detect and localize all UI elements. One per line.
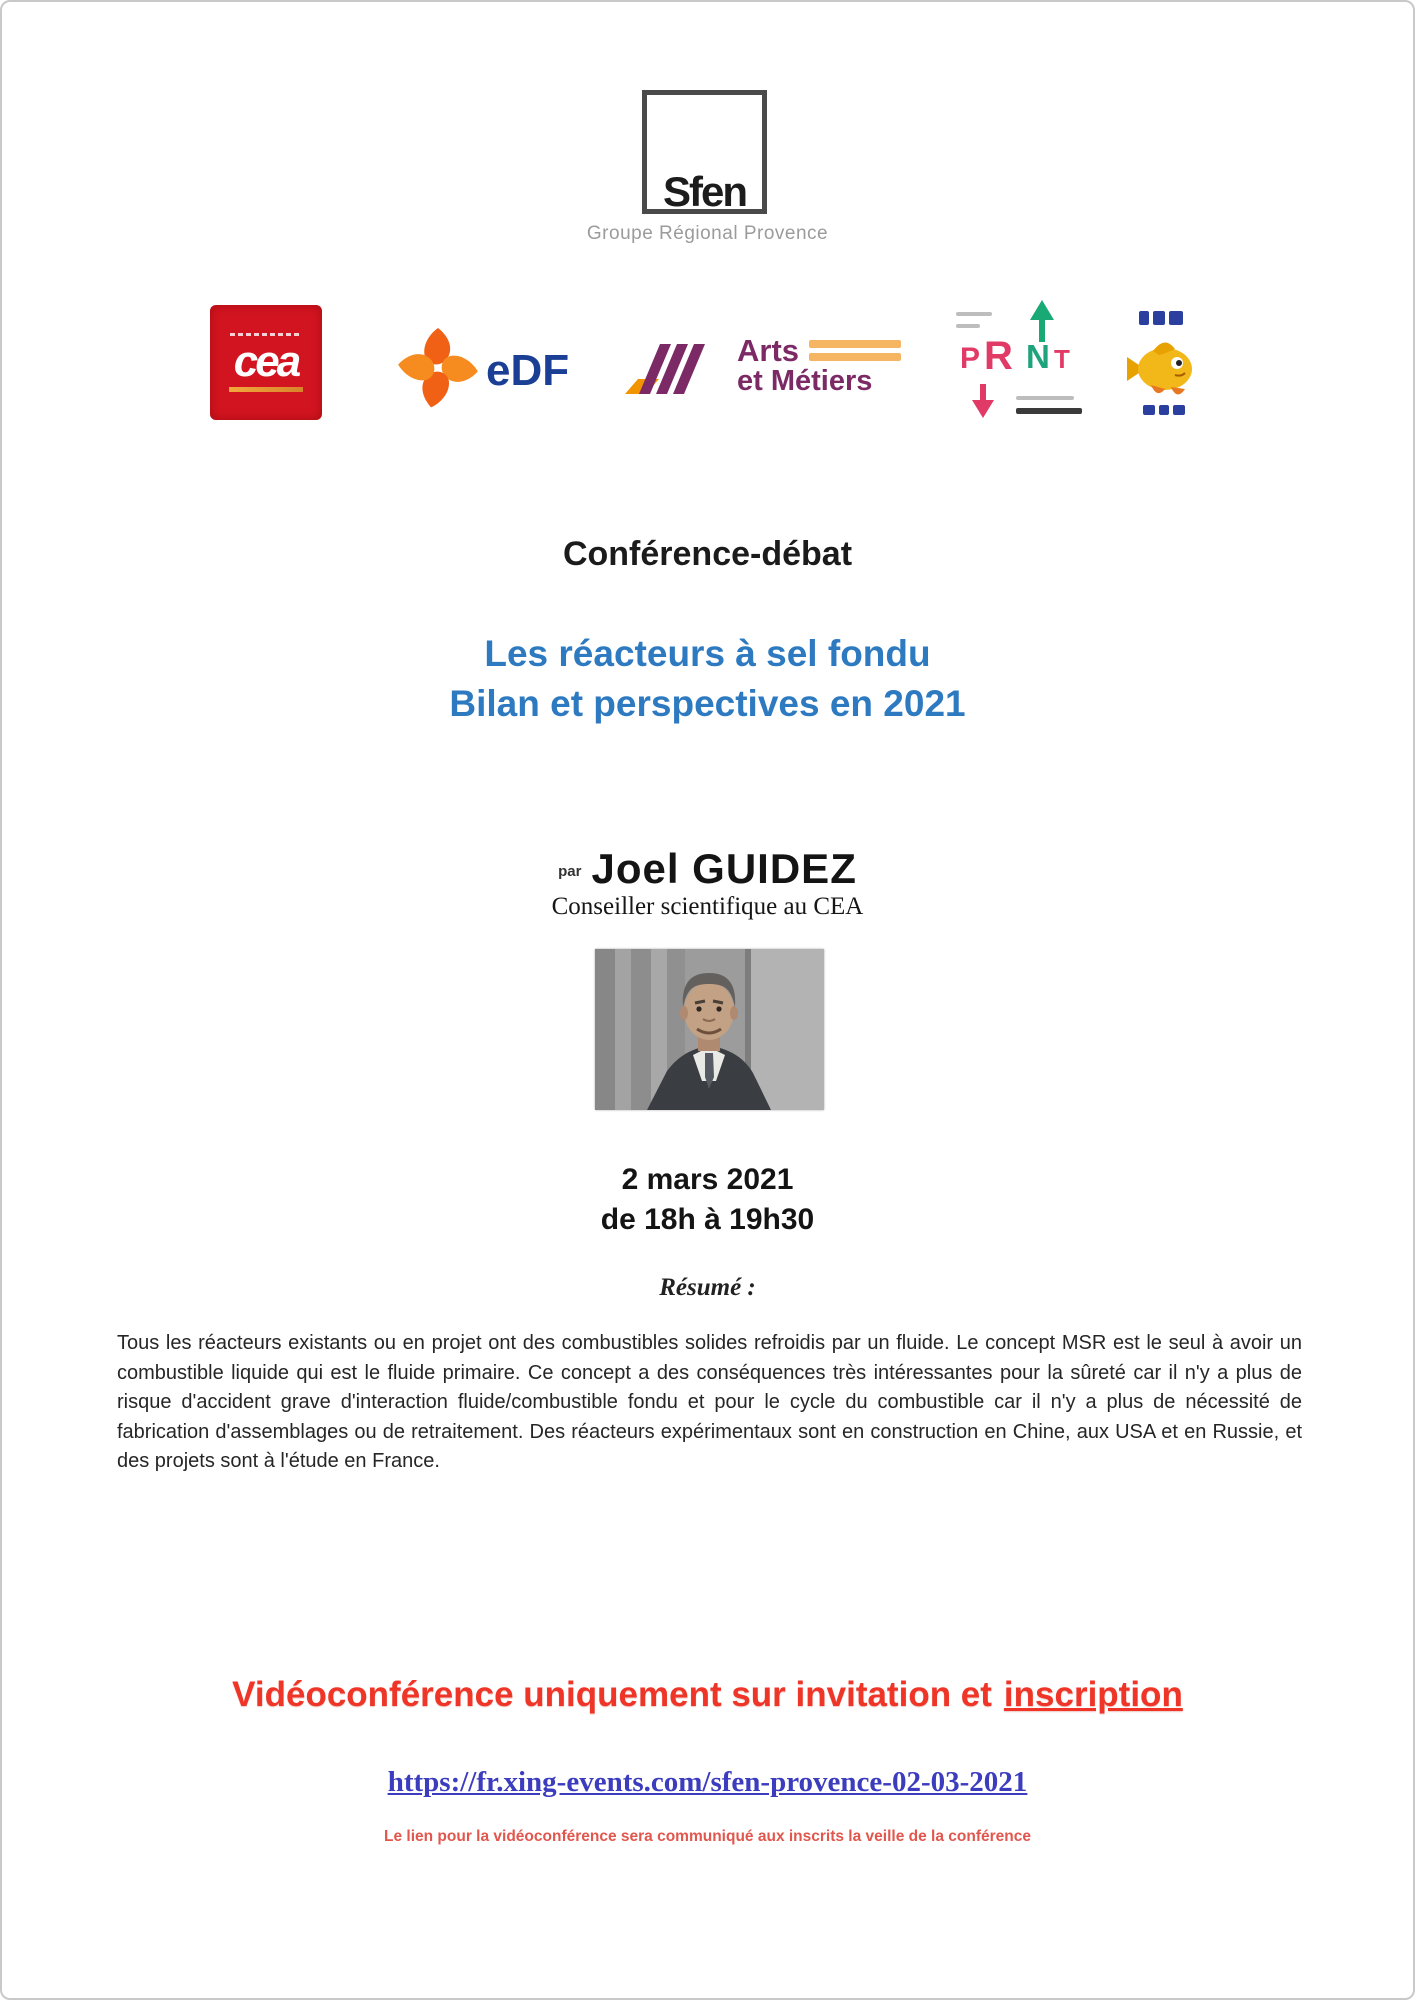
registration-footnote: Le lien pour la vidéoconférence sera communiqué aux inscrits la veille de la conférence xyxy=(384,1828,1031,1845)
print-letter-n: N xyxy=(1026,338,1050,375)
speaker-role: Conseiller scientifique au CEA xyxy=(551,893,864,920)
print-letter-t: T xyxy=(1054,344,1070,374)
print-logo-caption-line xyxy=(956,312,992,316)
print-logo-caption-line xyxy=(1016,408,1082,414)
cea-underline-bar xyxy=(229,387,303,392)
speaker-name: Joel GUIDEZ xyxy=(591,845,857,892)
arts-et-metiers-logo xyxy=(625,333,901,401)
print-letter-r: R xyxy=(984,334,1013,378)
cea-logo xyxy=(210,305,322,420)
print-up-arrow-icon xyxy=(1030,300,1054,320)
fish-icon xyxy=(1127,342,1192,394)
event-title xyxy=(2,629,1413,729)
registration-inscription-link[interactable]: inscription xyxy=(1003,1675,1183,1714)
event-date: 2 mars 2021 xyxy=(621,1163,794,1196)
cea-logo-text: cea xyxy=(233,336,299,386)
registration-notice-text: Vidéoconférence uniquement sur invitation et xyxy=(232,1675,992,1714)
cea-caption-line xyxy=(230,333,302,336)
speaker-prefix: par xyxy=(558,863,582,880)
edf-logo-text: eDF xyxy=(486,345,570,395)
event-time: de 18h à 19h30 xyxy=(600,1203,815,1236)
arts-et-metiers-line2: et Métiers xyxy=(737,365,873,398)
speaker-photo xyxy=(595,949,824,1110)
sfen-subtitle: Groupe Régional Provence xyxy=(586,223,829,244)
speaker-byline xyxy=(2,845,1413,893)
arts-et-metiers-mark-icon xyxy=(625,336,725,401)
event-title-line2: Bilan et perspectives en 2021 xyxy=(449,683,966,724)
registration-url-link[interactable]: https://fr.xing-events.com/sfen-provence-02-03-2021 xyxy=(387,1766,1028,1798)
print-logo-caption-line xyxy=(956,324,980,328)
print-festival-logo xyxy=(952,300,1092,440)
summary-label: Résumé : xyxy=(659,1274,756,1301)
arts-et-metiers-line1: Arts xyxy=(737,333,800,368)
event-when xyxy=(2,1160,1413,1240)
arts-et-metiers-text xyxy=(737,333,901,398)
summary-text: Tous les réacteurs existants ou en projet ont des combustibles solides refroidis par un fluide. Le concept MSR est le seul à avoir un combustible liquide qui est le fluide primaire. Ce concept a des conséquences très intéressantes pour la sûreté car il n'y a plus de risque d'accident grave d'interaction fluide/combustible fondu et pour le cycle du combustible car il n'y a plus de nécessité de fabrication d'assemblages ou de retraitement. Des réacteurs expérimentaux sont en construction en Chine, aux USA et en Russie, et des projets sont à l'étude en France. xyxy=(117,1332,1302,1472)
event-title-line1: Les réacteurs à sel fondu xyxy=(484,633,931,674)
event-kicker: Conférence-débat xyxy=(562,535,853,573)
print-letter-p: P xyxy=(960,342,981,375)
edf-logo xyxy=(398,324,569,417)
fish-mascot-logo xyxy=(1115,305,1210,423)
sfen-logo xyxy=(642,90,767,214)
print-down-arrow-icon xyxy=(972,400,994,418)
arts-et-metiers-caption-lines xyxy=(809,336,901,361)
registration-url-row xyxy=(2,1766,1413,1799)
fish-logo-top-text xyxy=(1139,311,1183,325)
sfen-logo-text: Sfen xyxy=(662,167,746,215)
registration-notice xyxy=(2,1675,1413,1715)
fish-logo-bottom-text xyxy=(1143,405,1185,415)
edf-swirl-icon xyxy=(398,324,478,417)
print-logo-caption-line xyxy=(1016,396,1074,400)
